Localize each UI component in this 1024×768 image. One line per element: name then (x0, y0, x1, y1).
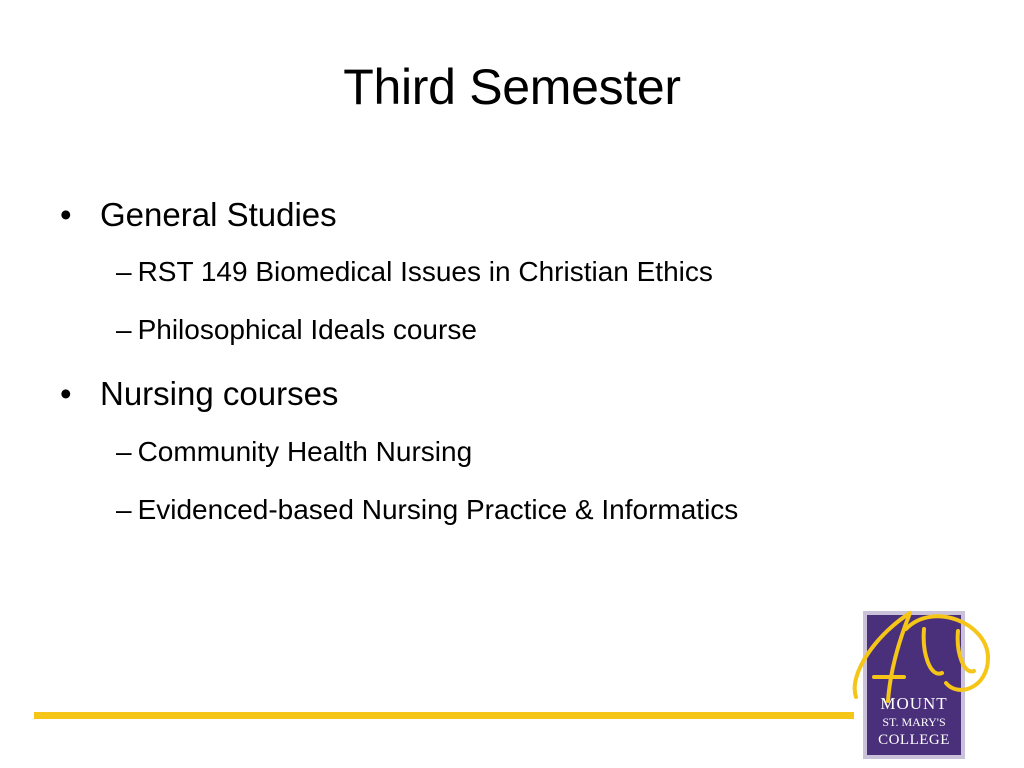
college-logo (838, 603, 998, 763)
slide-title: Third Semester (343, 59, 681, 115)
sub-item-label: RST 149 Biomedical Issues in Christian Ethics (137, 256, 713, 287)
logo-text-mount: MOUNT (880, 694, 948, 713)
sub-glyph: – (116, 256, 132, 287)
sub-item-rst149 (116, 258, 713, 286)
sub-item-evidence-based (116, 496, 738, 524)
sub-glyph: – (116, 314, 132, 345)
bullet-label: Nursing courses (100, 375, 339, 412)
logo-text-st-marys: ST. MARY'S (882, 715, 946, 729)
footer-divider (34, 712, 854, 719)
sub-item-philosophical (116, 316, 477, 344)
sub-item-label: Evidenced-based Nursing Practice & Informatics (137, 494, 739, 525)
bullet-item-general-studies (60, 198, 337, 231)
logo-text-college: COLLEGE (878, 732, 950, 748)
bullet-label: General Studies (100, 196, 337, 233)
sub-item-label: Philosophical Ideals course (137, 314, 477, 345)
bullet-item-nursing-courses (60, 377, 338, 410)
sub-glyph: – (116, 436, 132, 467)
sub-glyph: – (116, 494, 132, 525)
bullet-glyph: • (60, 375, 72, 412)
sub-item-community-health (116, 438, 472, 466)
sub-item-label: Community Health Nursing (137, 436, 473, 467)
bullet-glyph: • (60, 196, 72, 233)
